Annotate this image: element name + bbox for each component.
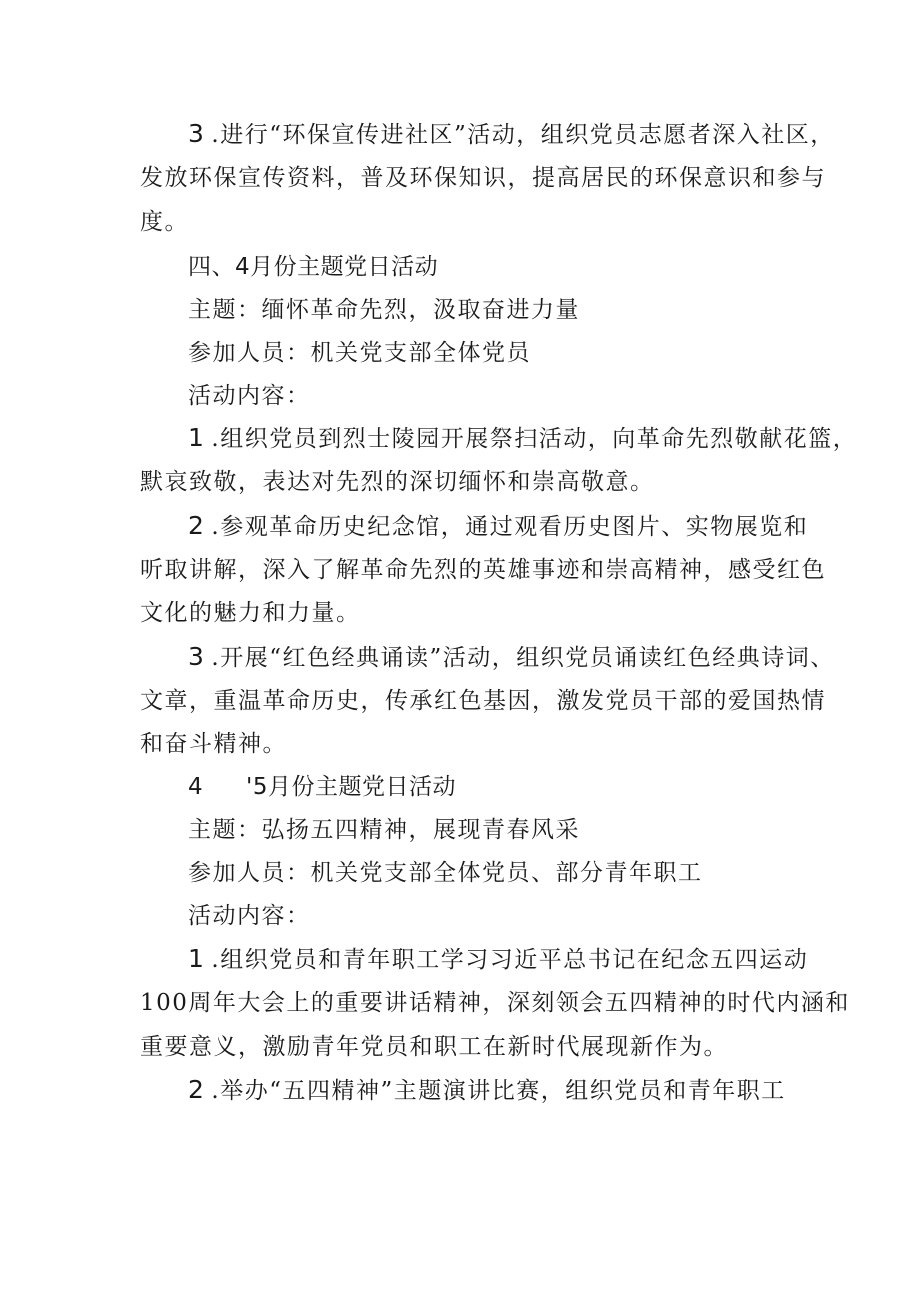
s3-item3-line3: 度。 bbox=[140, 209, 189, 235]
section4-participants: 参加人员：机关党支部全体党员 bbox=[188, 340, 531, 366]
s4-item2-line1 bbox=[188, 511, 848, 542]
s4-item3-line2: 文章，重温革命历史，传承红色基因，激发党员干部的爱国热情 bbox=[140, 688, 826, 714]
section5-content-label: 活动内容： bbox=[188, 903, 311, 929]
section4-heading: 四、4月份主题党日活动 bbox=[188, 254, 439, 280]
s5-item2-text1: .举办“五四精神”主题演讲比赛，组织党员和青年职工 bbox=[211, 1078, 786, 1104]
s5-item1-text1: .组织党员和青年职工学习习近平总书记在纪念五四运动 bbox=[211, 947, 809, 973]
s4-item2-text1: .参观革命历史纪念馆，通过观看历史图片、实物展览和 bbox=[211, 514, 809, 540]
section4-theme: 主题：缅怀革命先烈，汲取奋进力量 bbox=[188, 297, 580, 323]
s5-item2-number: 2 bbox=[188, 1075, 206, 1104]
s4-item3-line1 bbox=[188, 642, 848, 673]
section5-heading-text: '5月份主题党日活动 bbox=[246, 774, 456, 800]
s5-item2-line1 bbox=[188, 1075, 848, 1106]
section5-heading bbox=[188, 772, 848, 802]
s4-item2-number: 2 bbox=[188, 511, 206, 540]
s4-item2-line3: 文化的魅力和力量。 bbox=[140, 600, 361, 626]
s4-item1-line2: 默哀致敬，表达对先烈的深切缅怀和崇高敬意。 bbox=[140, 469, 655, 495]
s3-item3-text1: .进行“环保宣传进社区”活动，组织党员志愿者深入社区， bbox=[211, 122, 835, 148]
s4-item1-line1 bbox=[188, 423, 858, 454]
section5-heading-number: 4 bbox=[188, 774, 204, 800]
section5-participants: 参加人员：机关党支部全体党员、部分青年职工 bbox=[188, 860, 703, 886]
section5-theme: 主题：弘扬五四精神，展现青春风采 bbox=[188, 817, 580, 843]
s4-item1-text1: .组织党员到烈士陵园开展祭扫活动，向革命先烈敬献花篮， bbox=[211, 426, 858, 452]
s4-item1-number: 1 bbox=[188, 423, 206, 452]
s5-item1-number: 1 bbox=[188, 944, 206, 973]
s5-item1-line1 bbox=[188, 944, 848, 975]
s4-item3-number: 3 bbox=[188, 642, 206, 671]
section4-content-label: 活动内容： bbox=[188, 383, 311, 409]
s3-item3-line2: 发放环保宣传资料，普及环保知识，提高居民的环保意识和参与 bbox=[140, 165, 826, 191]
s3-item3-line1 bbox=[188, 119, 848, 150]
s5-item1-line3: 重要意义，激励青年党员和职工在新时代展现新作为。 bbox=[140, 1034, 728, 1060]
s4-item3-text1: .开展“红色经典诵读”活动，组织党员诵读红色经典诗词、 bbox=[211, 645, 835, 671]
s4-item3-line3: 和奋斗精神。 bbox=[140, 731, 287, 757]
s4-item2-line2: 听取讲解，深入了解革命先烈的英雄事迹和崇高精神，感受红色 bbox=[140, 557, 826, 583]
s5-item1-line2: 100周年大会上的重要讲话精神，深刻领会五四精神的时代内涵和 bbox=[140, 990, 850, 1016]
s3-item3-number: 3 bbox=[188, 119, 206, 148]
